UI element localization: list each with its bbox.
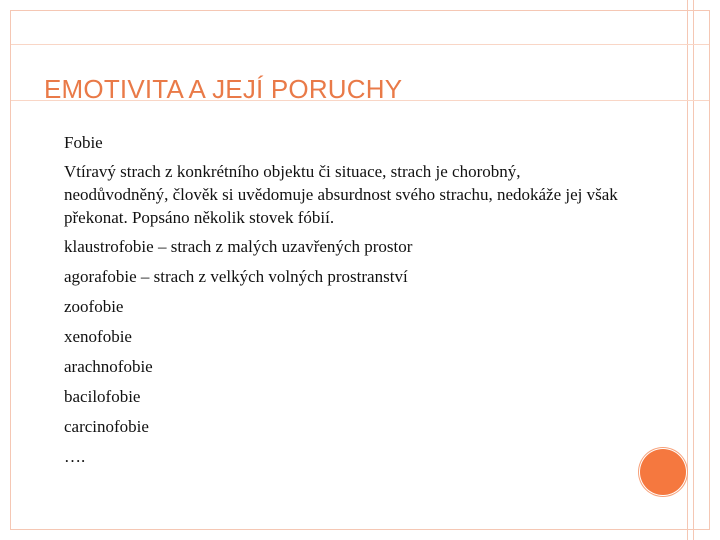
list-item: klaustrofobie – strach z malých uzavřených prostor	[64, 237, 413, 256]
list-item: arachnofobie	[64, 357, 153, 376]
decorative-rule	[693, 0, 694, 540]
list-item: zoofobie	[64, 297, 124, 316]
list-item: ….	[64, 447, 86, 466]
list-item: agorafobie – strach z velkých volných prostranství	[64, 267, 408, 286]
list-item: carcinofobie	[64, 417, 149, 436]
section-heading: Fobie	[64, 133, 103, 152]
list-item: xenofobie	[64, 327, 132, 346]
decorative-rule	[687, 0, 688, 540]
list-item: bacilofobie	[64, 387, 141, 406]
definition-paragraph: Vtíravý strach z konkrétního objektu či situace, strach je chorobný, neodůvodněný, člověk si uvědomuje absurdnost svého strachu, nedokáže jej však překonat. Popsáno několik stovek fóbií.	[64, 162, 618, 227]
slide-content	[64, 131, 624, 475]
slide-title: EMOTIVITA A JEJÍ PORUCHY	[44, 74, 403, 104]
decorative-circle	[640, 449, 686, 495]
title-divider	[11, 44, 709, 45]
